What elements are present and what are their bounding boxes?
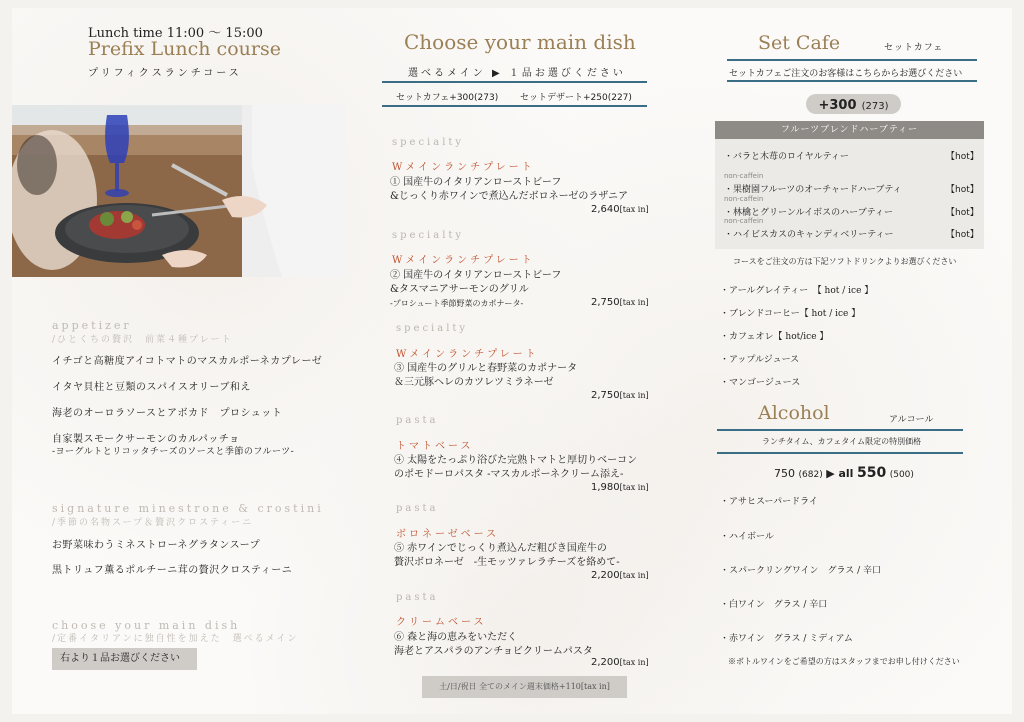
dish-line: &タスマニアサーモンのグリル	[390, 284, 529, 295]
dish-line: 贅沢ボロネーゼ -生モッツァレラチーズを絡めて-	[394, 557, 620, 568]
dish-line: -プロシュート季節野菜のカポナータ-	[390, 299, 524, 308]
appetizer-item: イチゴと高糖度アイコトマトのマスカルポーネカプレーゼ	[52, 356, 323, 367]
divider	[727, 80, 977, 82]
alcohol-item: ・ハイボール	[720, 532, 774, 542]
alcohol-title: Alcohol	[758, 402, 830, 424]
alcohol-item: ・赤ワイン グラス / ミディアム	[720, 634, 853, 644]
soft-drink-item: ・カフェオレ【 hot/ice 】	[720, 332, 829, 342]
tea-hot: 【hot】	[946, 208, 979, 218]
prefix-subtitle: プリフィクスランチコース	[88, 68, 242, 79]
appetizer-item: 海老のオーロラソースとアボカド プロシュット	[52, 408, 283, 419]
alcohol-price: 750 (682) ▶ all 550 (500)	[774, 465, 914, 481]
dish-tag: pasta	[396, 503, 439, 514]
tea-item: ・ハイビスカスのキャンディベリーティー	[724, 230, 894, 240]
dish-line: ⑤ 赤ワインでじっくり煮込んだ粗びき国産牛の	[394, 543, 607, 554]
dish-category: ボロネーゼベース	[396, 529, 500, 540]
set-cafe-title: Set Cafe	[758, 32, 841, 54]
divider	[717, 452, 963, 454]
divider	[382, 105, 647, 107]
dish-line: ① 国産牛のイタリアンローストビーフ	[390, 177, 562, 188]
noncaffein-label: non-caffein	[724, 172, 764, 180]
choose-sub: /定番イタリアンに独自性を加えた 選べるメイン	[52, 634, 299, 644]
main-dish-subtitle: 選べるメイン ▶ １品お選びください	[408, 68, 626, 79]
set-cafe-price-pill: +300 (273)	[806, 94, 901, 114]
set-cafe-note: セットカフェご注文のお客様はこちらからお選びください	[729, 69, 963, 79]
choose-label: choose your main dish	[52, 619, 241, 632]
divider	[727, 59, 977, 61]
dish-price: 2,200[tax in]	[591, 570, 649, 581]
dish-category: クリームベース	[396, 617, 487, 628]
divider	[717, 429, 963, 431]
set-dessert-price: セットデザート+250(227)	[520, 93, 632, 103]
appetizer-item: -ヨーグルトとリコッタチーズのソースと季節のフルーツ-	[52, 447, 295, 457]
soup-label: signature minestrone & crostini	[52, 502, 324, 515]
tea-hot: 【hot】	[946, 230, 979, 240]
noncaffein-label: non-caffein	[724, 195, 764, 203]
appetizer-label: appetizer	[52, 319, 132, 332]
dish-line: ⑥ 森と海の恵みをいただく	[394, 632, 518, 643]
food-photo-illustration	[12, 105, 346, 277]
dish-line: ＆三元豚ヘレのカツレツミラネーゼ	[394, 377, 554, 388]
dish-category: Wメインランチプレート	[392, 162, 535, 173]
dish-line: ② 国産牛のイタリアンローストビーフ	[390, 270, 562, 281]
soft-drink-item: ・マンゴージュース	[720, 378, 801, 388]
dish-line: のポモドーロパスタ -マスカルポーネクリーム添え-	[394, 469, 624, 480]
soup-item: お野菜味わうミネストローネグラタンスープ	[52, 540, 261, 551]
dish-price: 2,750[tax in]	[591, 297, 649, 308]
weekend-price-note: 土/日/祝日 全てのメイン週末価格+110[tax in]	[422, 676, 627, 698]
dish-category: Wメインランチプレート	[392, 255, 535, 266]
dish-category: トマトベース	[396, 441, 474, 452]
divider	[382, 81, 647, 83]
dish-price: 1,980[tax in]	[591, 482, 649, 493]
soup-item: 黒トリュフ薫るポルチーニ茸の贅沢クロスティーニ	[52, 565, 293, 576]
soft-drink-item: ・アールグレイティー 【 hot / ice 】	[720, 286, 874, 296]
tea-hot: 【hot】	[946, 152, 979, 162]
soft-drink-item: ・ブレンドコーヒー【 hot / ice 】	[720, 309, 861, 319]
set-cafe-jp: セットカフェ	[884, 43, 944, 53]
soft-drink-item: ・アップルジュース	[720, 355, 800, 365]
dish-tag: specialty	[392, 137, 465, 148]
dish-line: 海老とアスパラのアンチョビクリームパスタ	[394, 646, 593, 657]
dish-tag: pasta	[396, 592, 439, 603]
dish-tag: specialty	[392, 230, 465, 241]
tea-hot: 【hot】	[946, 185, 979, 195]
dish-line: &じっくり赤ワインで煮込んだボロネーゼのラザニア	[390, 191, 629, 202]
dish-category: Wメインランチプレート	[396, 349, 539, 360]
dish-price: 2,640[tax in]	[591, 204, 649, 215]
tea-header: フルーツブレンドハーブティー	[715, 121, 984, 139]
dish-line: ③ 国産牛のグリルと春野菜のカポナータ	[394, 363, 578, 374]
tea-item: ・果樹園フルーツのオーチャードハーブティ	[724, 185, 902, 195]
main-dish-title: Choose your main dish	[404, 30, 636, 54]
dish-price: 2,200[tax in]	[591, 657, 649, 668]
appetizer-item: イタヤ貝柱と豆類のスパイスオリーブ和え	[52, 382, 251, 393]
noncaffein-label: non-caffein	[724, 217, 764, 225]
soup-sub: /季節の名物スープ＆贅沢クロスティーニ	[52, 518, 254, 528]
choose-note-badge: 右より１品お選びください	[52, 648, 197, 670]
dish-tag: pasta	[396, 415, 439, 426]
dish-price: 2,750[tax in]	[591, 390, 649, 401]
alcohol-jp: アルコール	[889, 415, 934, 425]
alcohol-item: ・白ワイン グラス / 辛口	[720, 600, 828, 610]
alcohol-note: ランチタイム、カフェタイム限定の特別価格	[762, 437, 922, 446]
prefix-title: Prefix Lunch course	[88, 38, 281, 60]
dish-line: ④ 太陽をたっぷり浴びた完熟トマトと厚切りベーコン	[394, 455, 638, 466]
alcohol-item: ・アサヒスーパードライ	[720, 497, 818, 507]
bottle-note: ※ボトルワインをご希望の方はスタッフまでお申し付けください	[728, 657, 960, 666]
tea-item: ・林檎とグリーンルイボスのハーブティー	[724, 208, 893, 218]
set-cafe-price: セットカフェ+300(273)	[396, 93, 499, 103]
dish-tag: specialty	[396, 323, 469, 334]
course-note: コースをご注文の方は下記ソフトドリンクよりお選びください	[733, 257, 957, 266]
tea-item: ・バラと木苺のロイヤルティー	[724, 152, 849, 162]
appetizer-item: 自家製スモークサーモンのカルパッチョ	[52, 434, 240, 445]
lunch-time: Lunch time 11:00 〜 15:00	[88, 26, 263, 41]
alcohol-item: ・スパークリングワイン グラス / 辛口	[720, 566, 882, 576]
appetizer-sub: /ひとくちの贅沢 前菜４種プレート	[52, 335, 233, 345]
lunch-photo	[12, 105, 346, 277]
